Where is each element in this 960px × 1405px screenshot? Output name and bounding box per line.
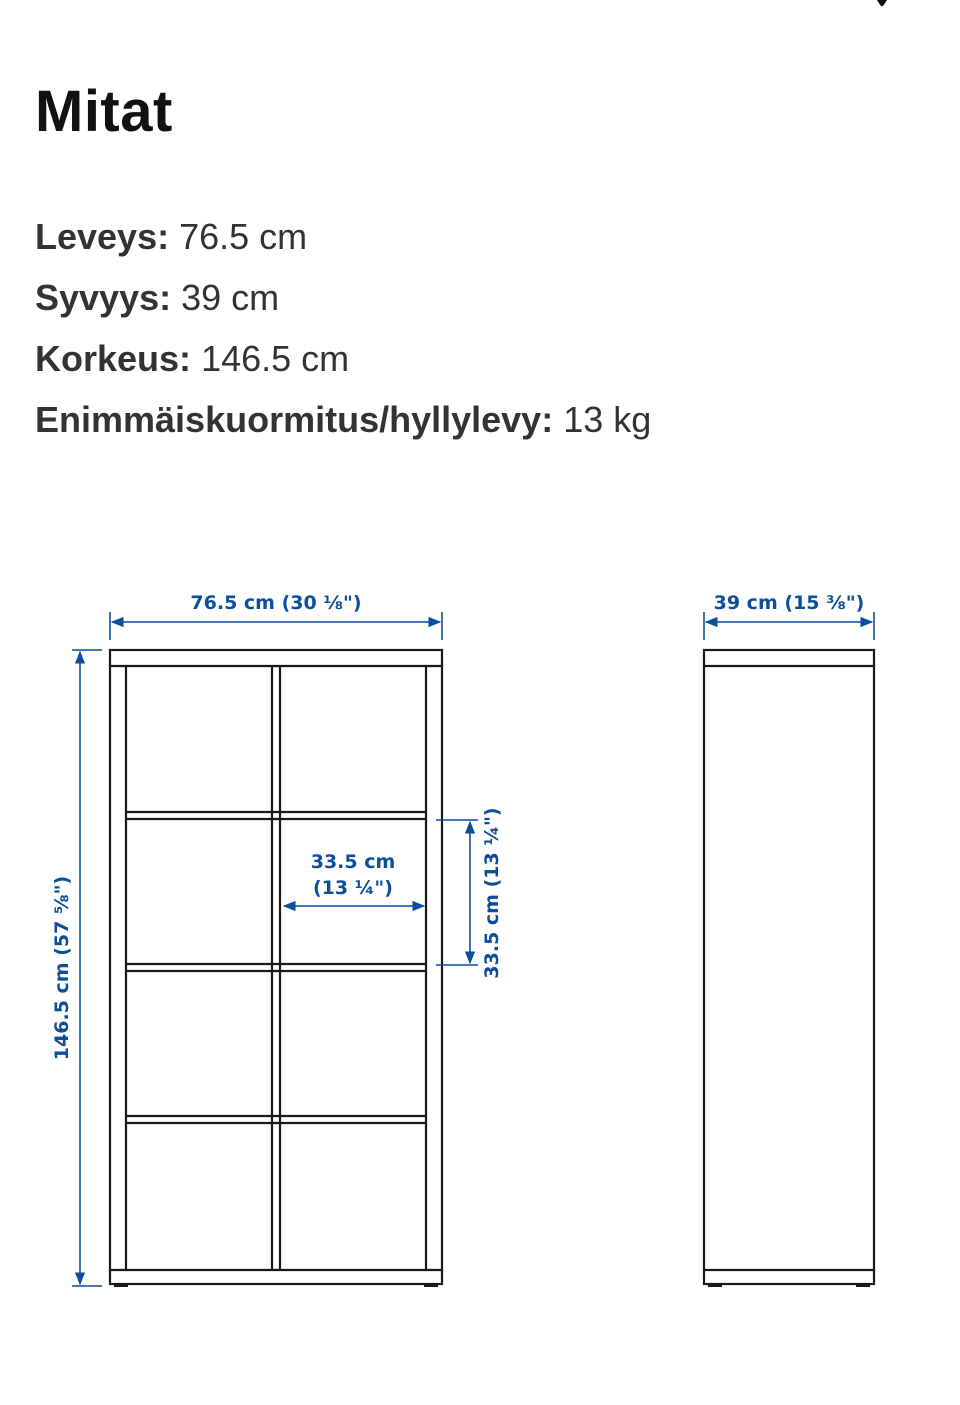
spec-label: Korkeus: (35, 338, 192, 379)
front-outline (110, 650, 442, 1284)
spec-depth (35, 267, 651, 328)
side-depth-label: 39 cm (15 ⅜") (713, 592, 865, 614)
page-title: Mitat (35, 79, 173, 144)
front-view (110, 650, 442, 1287)
close-button[interactable] (860, 0, 904, 16)
spec-value: 39 cm (181, 277, 280, 318)
dimension-drawing (0, 540, 960, 1340)
foot (114, 1284, 128, 1287)
spec-value: 76.5 cm (179, 216, 308, 257)
compartment-height-label: 33.5 cm (13 ¼") (481, 807, 503, 979)
close-icon (860, 0, 904, 16)
side-view (704, 650, 874, 1287)
foot (856, 1284, 870, 1287)
spec-label: Enimmäiskuormitus/hyllylevy: (35, 399, 554, 440)
front-width-dimension (110, 612, 442, 640)
side-outline (704, 650, 874, 1284)
compartment-width-label-line1: 33.5 cm (310, 851, 396, 873)
front-height-dimension (72, 650, 102, 1286)
spec-max-load (35, 389, 651, 450)
spec-label: Syvyys: (35, 277, 172, 318)
spec-width (35, 206, 651, 267)
spec-label: Leveys: (35, 216, 170, 257)
spec-value: 13 kg (563, 399, 652, 440)
side-depth-dimension (704, 612, 874, 640)
spec-height (35, 328, 651, 389)
foot (424, 1284, 438, 1287)
foot (708, 1284, 722, 1287)
dimension-specs-list (35, 206, 651, 450)
front-width-label: 76.5 cm (30 ⅛") (190, 592, 362, 614)
compartment-width-label-line2: (13 ¼") (313, 877, 393, 899)
spec-value: 146.5 cm (201, 338, 350, 379)
front-height-label: 146.5 cm (57 ⅝") (51, 875, 73, 1061)
